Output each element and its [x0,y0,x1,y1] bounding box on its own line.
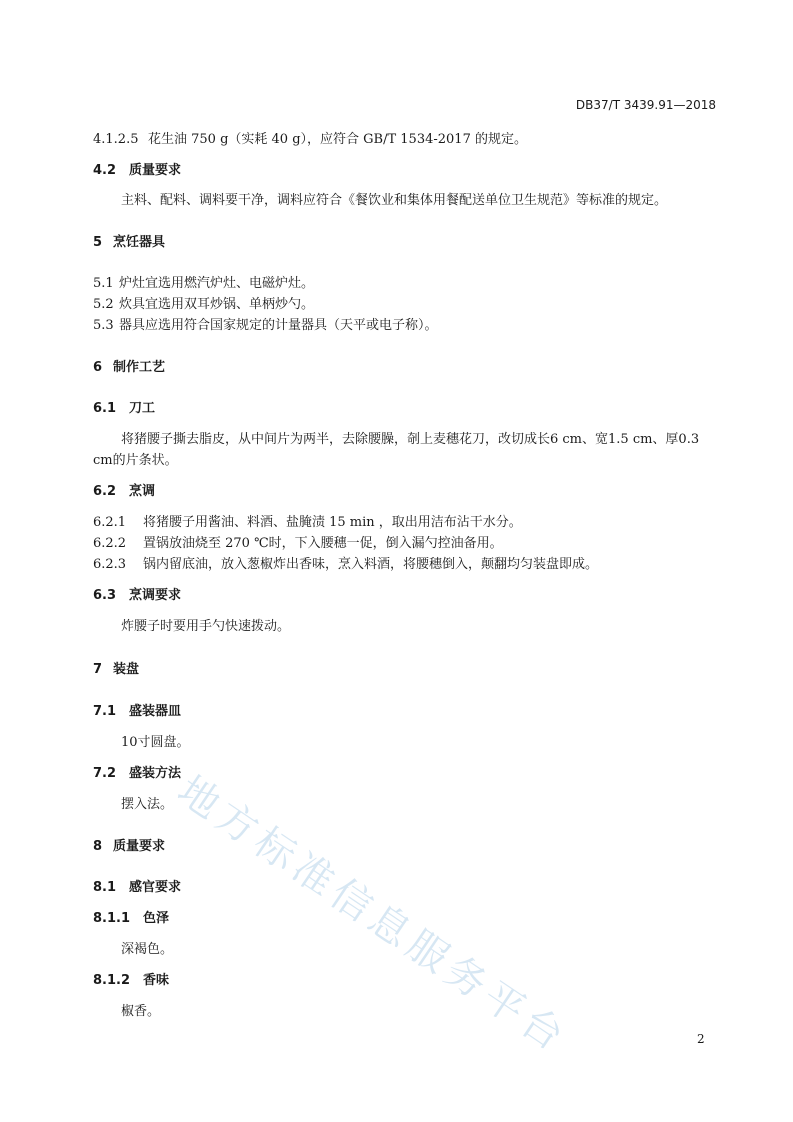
section-number: 6.1 [93,401,117,416]
clause-4-1-2-5 [93,131,527,149]
section-title: 烹调要求 [129,588,182,603]
clause-number: 5.2 [93,297,114,312]
section-heading-8 [93,838,165,856]
paragraph-6-1-line-1: 将猪腰子撕去脂皮，从中间片为两半，去除腰臊，剞上麦穗花刀，改切成长6 cm、宽1.5 cm、厚0.3 [121,432,700,447]
section-heading-4-2 [93,162,181,180]
section-number: 8.1.2 [93,973,131,988]
section-title: 烹饪器具 [113,235,166,250]
clause-text: 置锅放油烧至 270 ℃时，下入腰穗一促，倒入漏勺控油备用。 [143,536,503,551]
section-heading-5 [93,234,165,252]
clause-text: 锅内留底油，放入葱椒炸出香味，烹入料酒，将腰穗倒入，颠翻均匀装盘即成。 [143,557,599,572]
section-title: 质量要求 [113,839,166,854]
paragraph-4-2: 主料、配料、调料要干净，调料应符合《餐饮业和集体用餐配送单位卫生规范》等标准的规定。 [121,193,668,208]
section-number: 8.1.1 [93,911,131,926]
watermark: 地方标准信息服务平台 [169,767,577,1063]
section-heading-6-3 [93,587,181,605]
clause-5-1 [93,275,314,293]
clause-5-3 [93,317,438,335]
section-title: 盛装器皿 [129,704,182,719]
paragraph-6-1-line-2: cm的片条状。 [93,453,178,468]
section-number: 4.2 [93,163,117,178]
section-heading-7-2 [93,765,181,783]
section-heading-6-1 [93,400,155,418]
clause-number: 6.2.1 [93,515,127,530]
clause-5-2 [93,296,314,314]
section-heading-7-1 [93,703,181,721]
section-title: 质量要求 [129,163,182,178]
section-heading-6 [93,359,165,377]
section-title: 装盘 [113,662,140,677]
section-number: 8.1 [93,880,117,895]
clause-6-2-1 [93,514,522,532]
section-title: 感官要求 [129,880,182,895]
clause-number: 4.1.2.5 [93,132,139,147]
section-number: 5 [93,235,103,250]
paragraph-7-2: 摆入法。 [121,797,174,812]
section-heading-7 [93,661,139,679]
clause-number: 5.1 [93,276,114,291]
section-number: 6.3 [93,588,117,603]
clause-text: 炉灶宜选用燃汽炉灶、电磁炉灶。 [119,276,315,291]
section-number: 7.2 [93,766,117,781]
section-number: 8 [93,839,103,854]
section-number: 7 [93,662,103,677]
clause-text: 花生油 750 g（实耗 40 g），应符合 GB/T 1534-2017 的规定。 [148,132,527,147]
paragraph-8-1-2: 椒香。 [121,1004,161,1019]
clause-6-2-2 [93,535,503,553]
paragraph-8-1-1: 深褐色。 [121,942,174,957]
clause-6-2-3 [93,556,598,574]
section-heading-8-1-2 [93,972,169,990]
section-title: 刀工 [129,401,156,416]
paragraph-7-1: 10寸圆盘。 [121,735,190,750]
document-number: DB37/T 3439.91—2018 [575,98,716,112]
section-heading-8-1-1 [93,910,169,928]
section-title: 烹调 [129,484,156,499]
paragraph-6-3: 炸腰子时要用手勺快速拨动。 [121,619,291,634]
clause-text: 器具应选用符合国家规定的计量器具（天平或电子称）。 [119,318,438,333]
section-title: 制作工艺 [113,360,166,375]
section-title: 盛装方法 [129,766,182,781]
section-number: 6.2 [93,484,117,499]
section-title: 香味 [143,973,170,988]
clause-number: 6.2.2 [93,536,127,551]
page-number: 2 [697,1032,705,1046]
section-heading-8-1 [93,879,181,897]
clause-text: 炊具宜选用双耳炒锅、单柄炒勺。 [119,297,315,312]
clause-text: 将猪腰子用酱油、料酒、盐腌渍 15 min ，取出用洁布沾干水分。 [143,515,522,530]
clause-number: 5.3 [93,318,114,333]
section-title: 色泽 [143,911,170,926]
section-heading-6-2 [93,483,155,501]
section-number: 6 [93,360,103,375]
clause-number: 6.2.3 [93,557,127,572]
section-number: 7.1 [93,704,117,719]
